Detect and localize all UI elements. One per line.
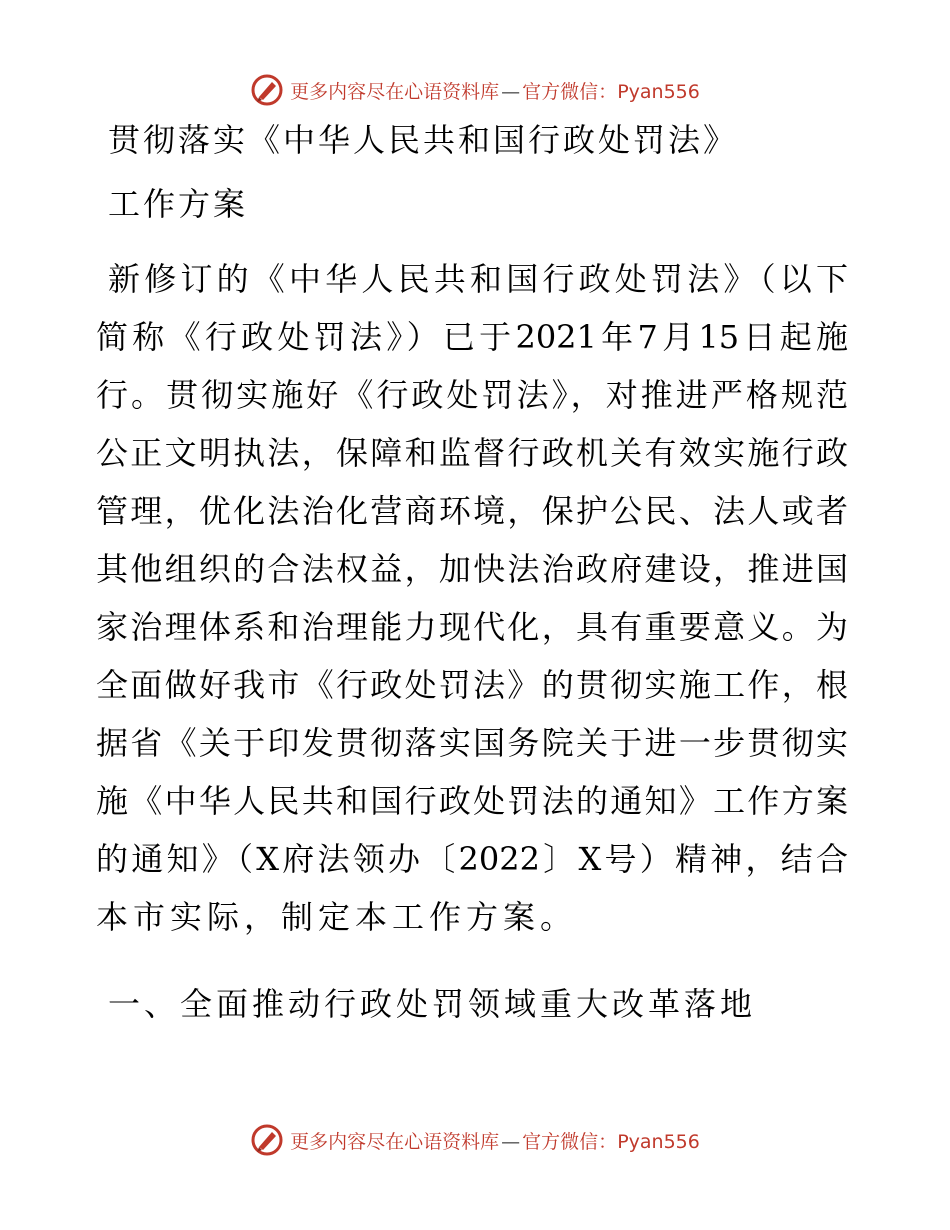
paragraph-line: 公正文明执法，保障和监督行政机关有效实施行政 xyxy=(96,434,848,472)
pen-logo-icon xyxy=(250,73,284,107)
paragraph-line: 行。贯彻实施好《行政处罚法》，对推进严格规范 xyxy=(96,376,848,414)
paragraph-line: 据省《关于印发贯彻落实国务院关于进一步贯彻实 xyxy=(96,724,848,762)
document-body xyxy=(96,118,848,1026)
watermark-banner-bottom xyxy=(0,1120,950,1160)
paragraph-line: 家治理体系和治理能力现代化，具有重要意义。为 xyxy=(96,608,848,646)
intro-paragraph xyxy=(96,250,848,946)
paragraph-line: 简称《行政处罚法》）已于2021年7月15日起施 xyxy=(96,318,848,356)
paragraph-line: 新修订的《中华人民共和国行政处罚法》（以下 xyxy=(108,260,848,298)
section-heading: 一、全面推动行政处罚领域重大改革落地 xyxy=(108,985,757,1023)
paragraph-line: 本市实际，制定本工作方案。 xyxy=(96,898,578,936)
paragraph-line: 的通知》（X府法领办〔2022〕X号）精神，结合 xyxy=(96,840,848,878)
paragraph-line: 施《中华人民共和国行政处罚法的通知》工作方案 xyxy=(96,782,848,820)
document-title: 贯彻落实《中华人民共和国行政处罚法》 xyxy=(108,121,739,159)
paragraph-line: 其他组织的合法权益，加快法治政府建设，推进国 xyxy=(96,550,848,588)
watermark-banner-top xyxy=(0,70,950,110)
paragraph-line: 管理，优化法治化营商环境，保护公民、法人或者 xyxy=(96,492,848,530)
document-subtitle: 工作方案 xyxy=(108,185,249,223)
banner-text: 更多内容尽在心语资料库 — 官方微信：Pyan556 xyxy=(290,1130,700,1153)
pen-logo-icon xyxy=(250,1123,284,1157)
paragraph-line: 全面做好我市《行政处罚法》的贯彻实施工作，根 xyxy=(96,666,848,704)
banner-text: 更多内容尽在心语资料库 — 官方微信：Pyan556 xyxy=(290,80,700,103)
